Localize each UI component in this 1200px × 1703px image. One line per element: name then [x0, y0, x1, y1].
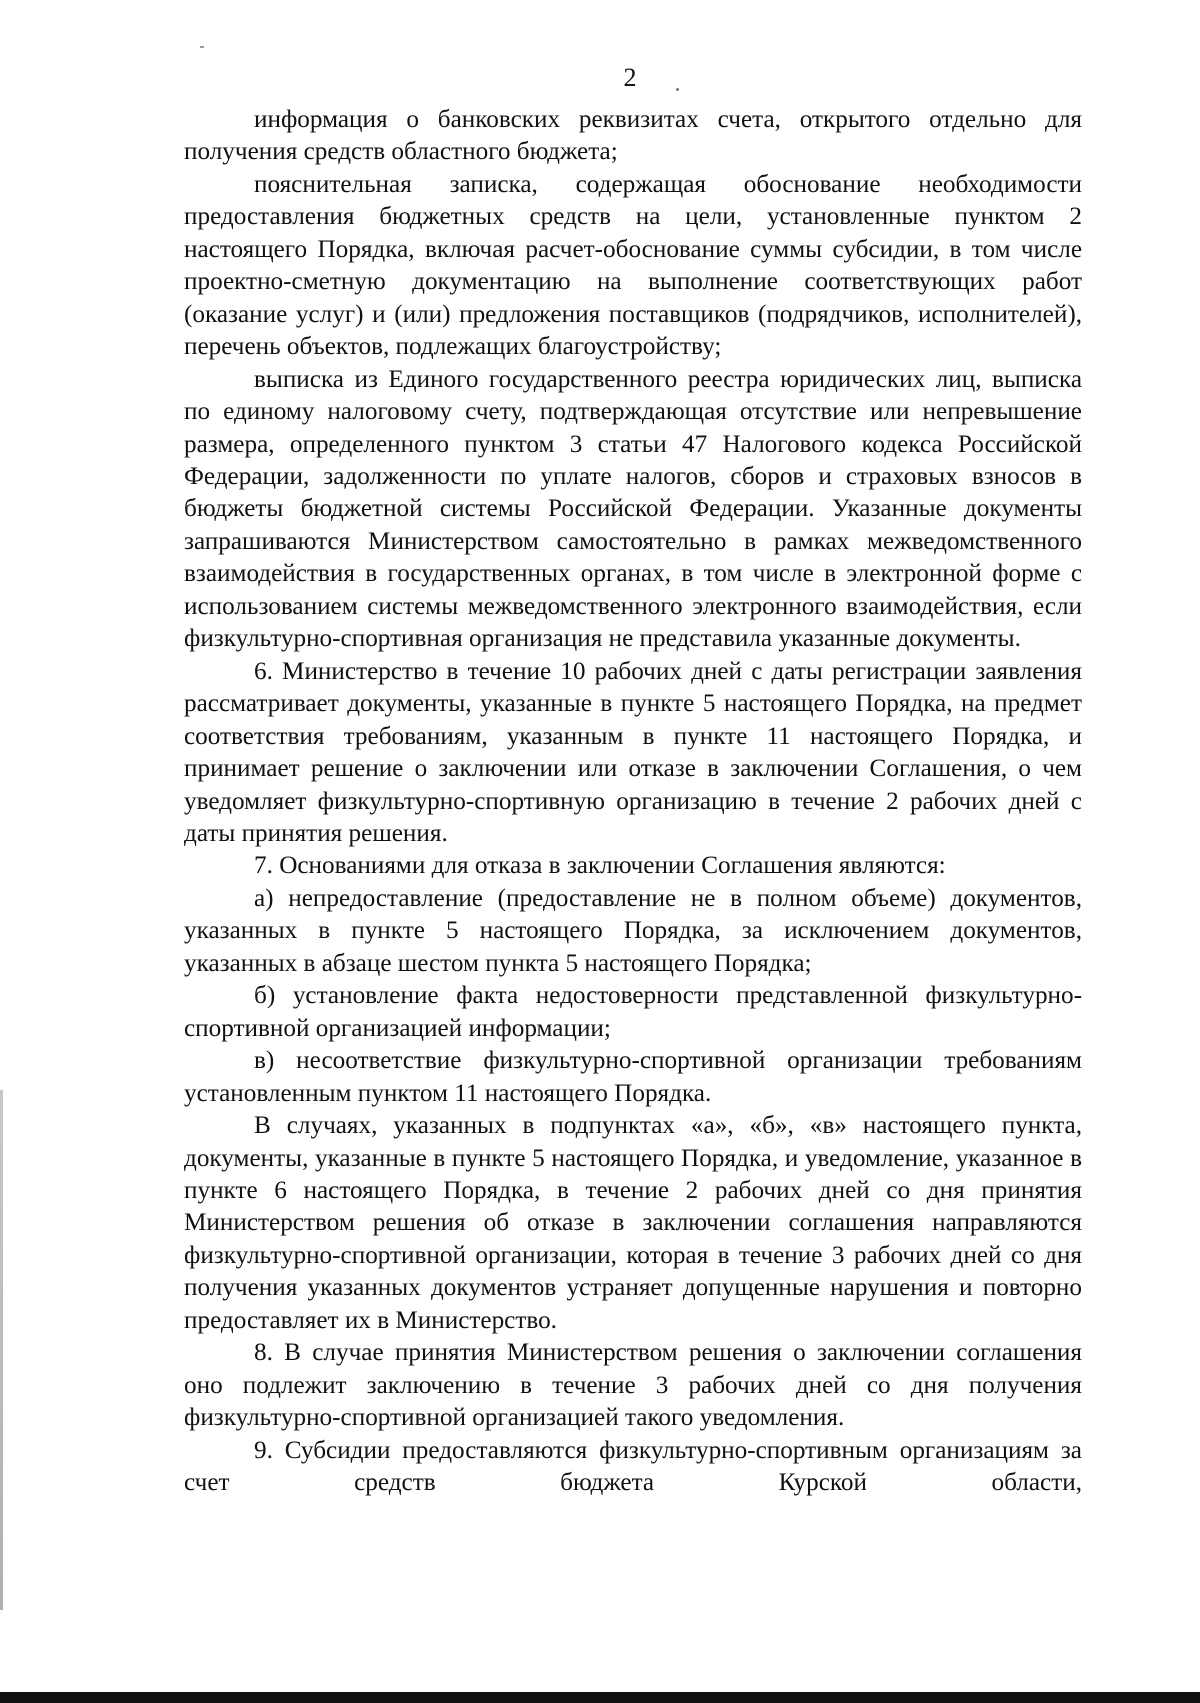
paragraph-subitem-a: а) непредоставление (предоставление не в полном объеме) документов, указанных в пункте 5 настоящего Порядка, за исключением документов, указанных в абзаце шестом пункта 5 настоящего Порядка;: [184, 884, 1082, 977]
page-number: 2: [623, 63, 637, 92]
document-body: [184, 104, 1082, 1499]
paragraph-item-6: 6. Министерство в течение 10 рабочих дней с даты регистрации заявления рассматривает документы, указанные в пункте 5 настоящего Порядка, на предмет соответствия требованиям, указанным в пункте 11 настоящего Порядка, и принимает решение о заключении или отказе в заключении Соглашения, о чем уведомляет физкультурно-спортивную организацию в течение 2 рабочих дней с даты принятия решения.: [184, 657, 1082, 847]
scan-artifact-mark: [200, 46, 204, 48]
scan-edge-shadow: [0, 1090, 3, 1610]
paragraph-item-9: 9. Субсидии предоставляются физкультурно-спортивным организациям за счет средств бюджета Курской области,: [184, 1436, 1082, 1497]
scan-bottom-border: [0, 1692, 1200, 1703]
paragraph-subitem-v: в) несоответствие физкультурно-спортивной организации требованиям установленным пунктом 11 настоящего Порядка.: [184, 1047, 1082, 1107]
paragraph-item-8: 8. В случае принятия Министерством решения о заключении соглашения оно подлежит заключению в течение 3 рабочих дней со дня получения физкультурно-спортивной организацией такого уведомления.: [184, 1339, 1082, 1432]
paragraph-subitem-b: б) установление факта недостоверности представленной физкультурно-спортивной организацией информации;: [184, 982, 1082, 1042]
paragraph-registry-extract: выписка из Единого государственного реестра юридических лиц, выписка по единому налоговому счету, подтверждающая отсутствие или непревышение размера, определенного пунктом 3 статьи 47 Налогового кодекса Российской Федерации, задолженности по уплате налогов, сборов и страховых взносов в бюджеты бюджетной системы Российской Федерации. Указанные документы запрашиваются Министерством самостоятельно в рамках межведомственного взаимодействия в государственных органах, в том числе в электронной форме с использованием системы межведомственного электронного взаимодействия, если физкультурно-спортивная организация не представила указанные документы.: [184, 365, 1082, 653]
paragraph-item-7: 7. Основаниями для отказа в заключении Соглашения являются:: [254, 852, 946, 880]
paragraph-bank-details: информация о банковских реквизитах счета, открытого отдельно для получения средств областного бюджета;: [184, 106, 1082, 166]
paragraph-explanatory-note: пояснительная записка, содержащая обоснование необходимости предоставления бюджетных средств на цели, установленные пунктом 2 настоящего Порядка, включая расчет-обоснование суммы субсидии, в том числе проектно-сметную документацию на выполнение соответствующих работ (оказание услуг) и (или) предложения поставщиков (подрядчиков, исполнителей), перечень объектов, подлежащих благоустройству;: [184, 170, 1082, 361]
paragraph-refusal-cases: В случаях, указанных в подпунктах «а», «б», «в» настоящего пункта, документы, указанные в пункте 5 настоящего Порядка, и уведомление, указанное в пункте 6 настоящего Порядка, в течение 2 рабочих дней со дня принятия Министерством решения об отказе в заключении соглашения направляются физкультурно-спортивной организации, которая в течение 3 рабочих дней со дня получения указанных документов устраняет допущенные нарушения и повторно предоставляет их в Министерство.: [184, 1112, 1082, 1334]
